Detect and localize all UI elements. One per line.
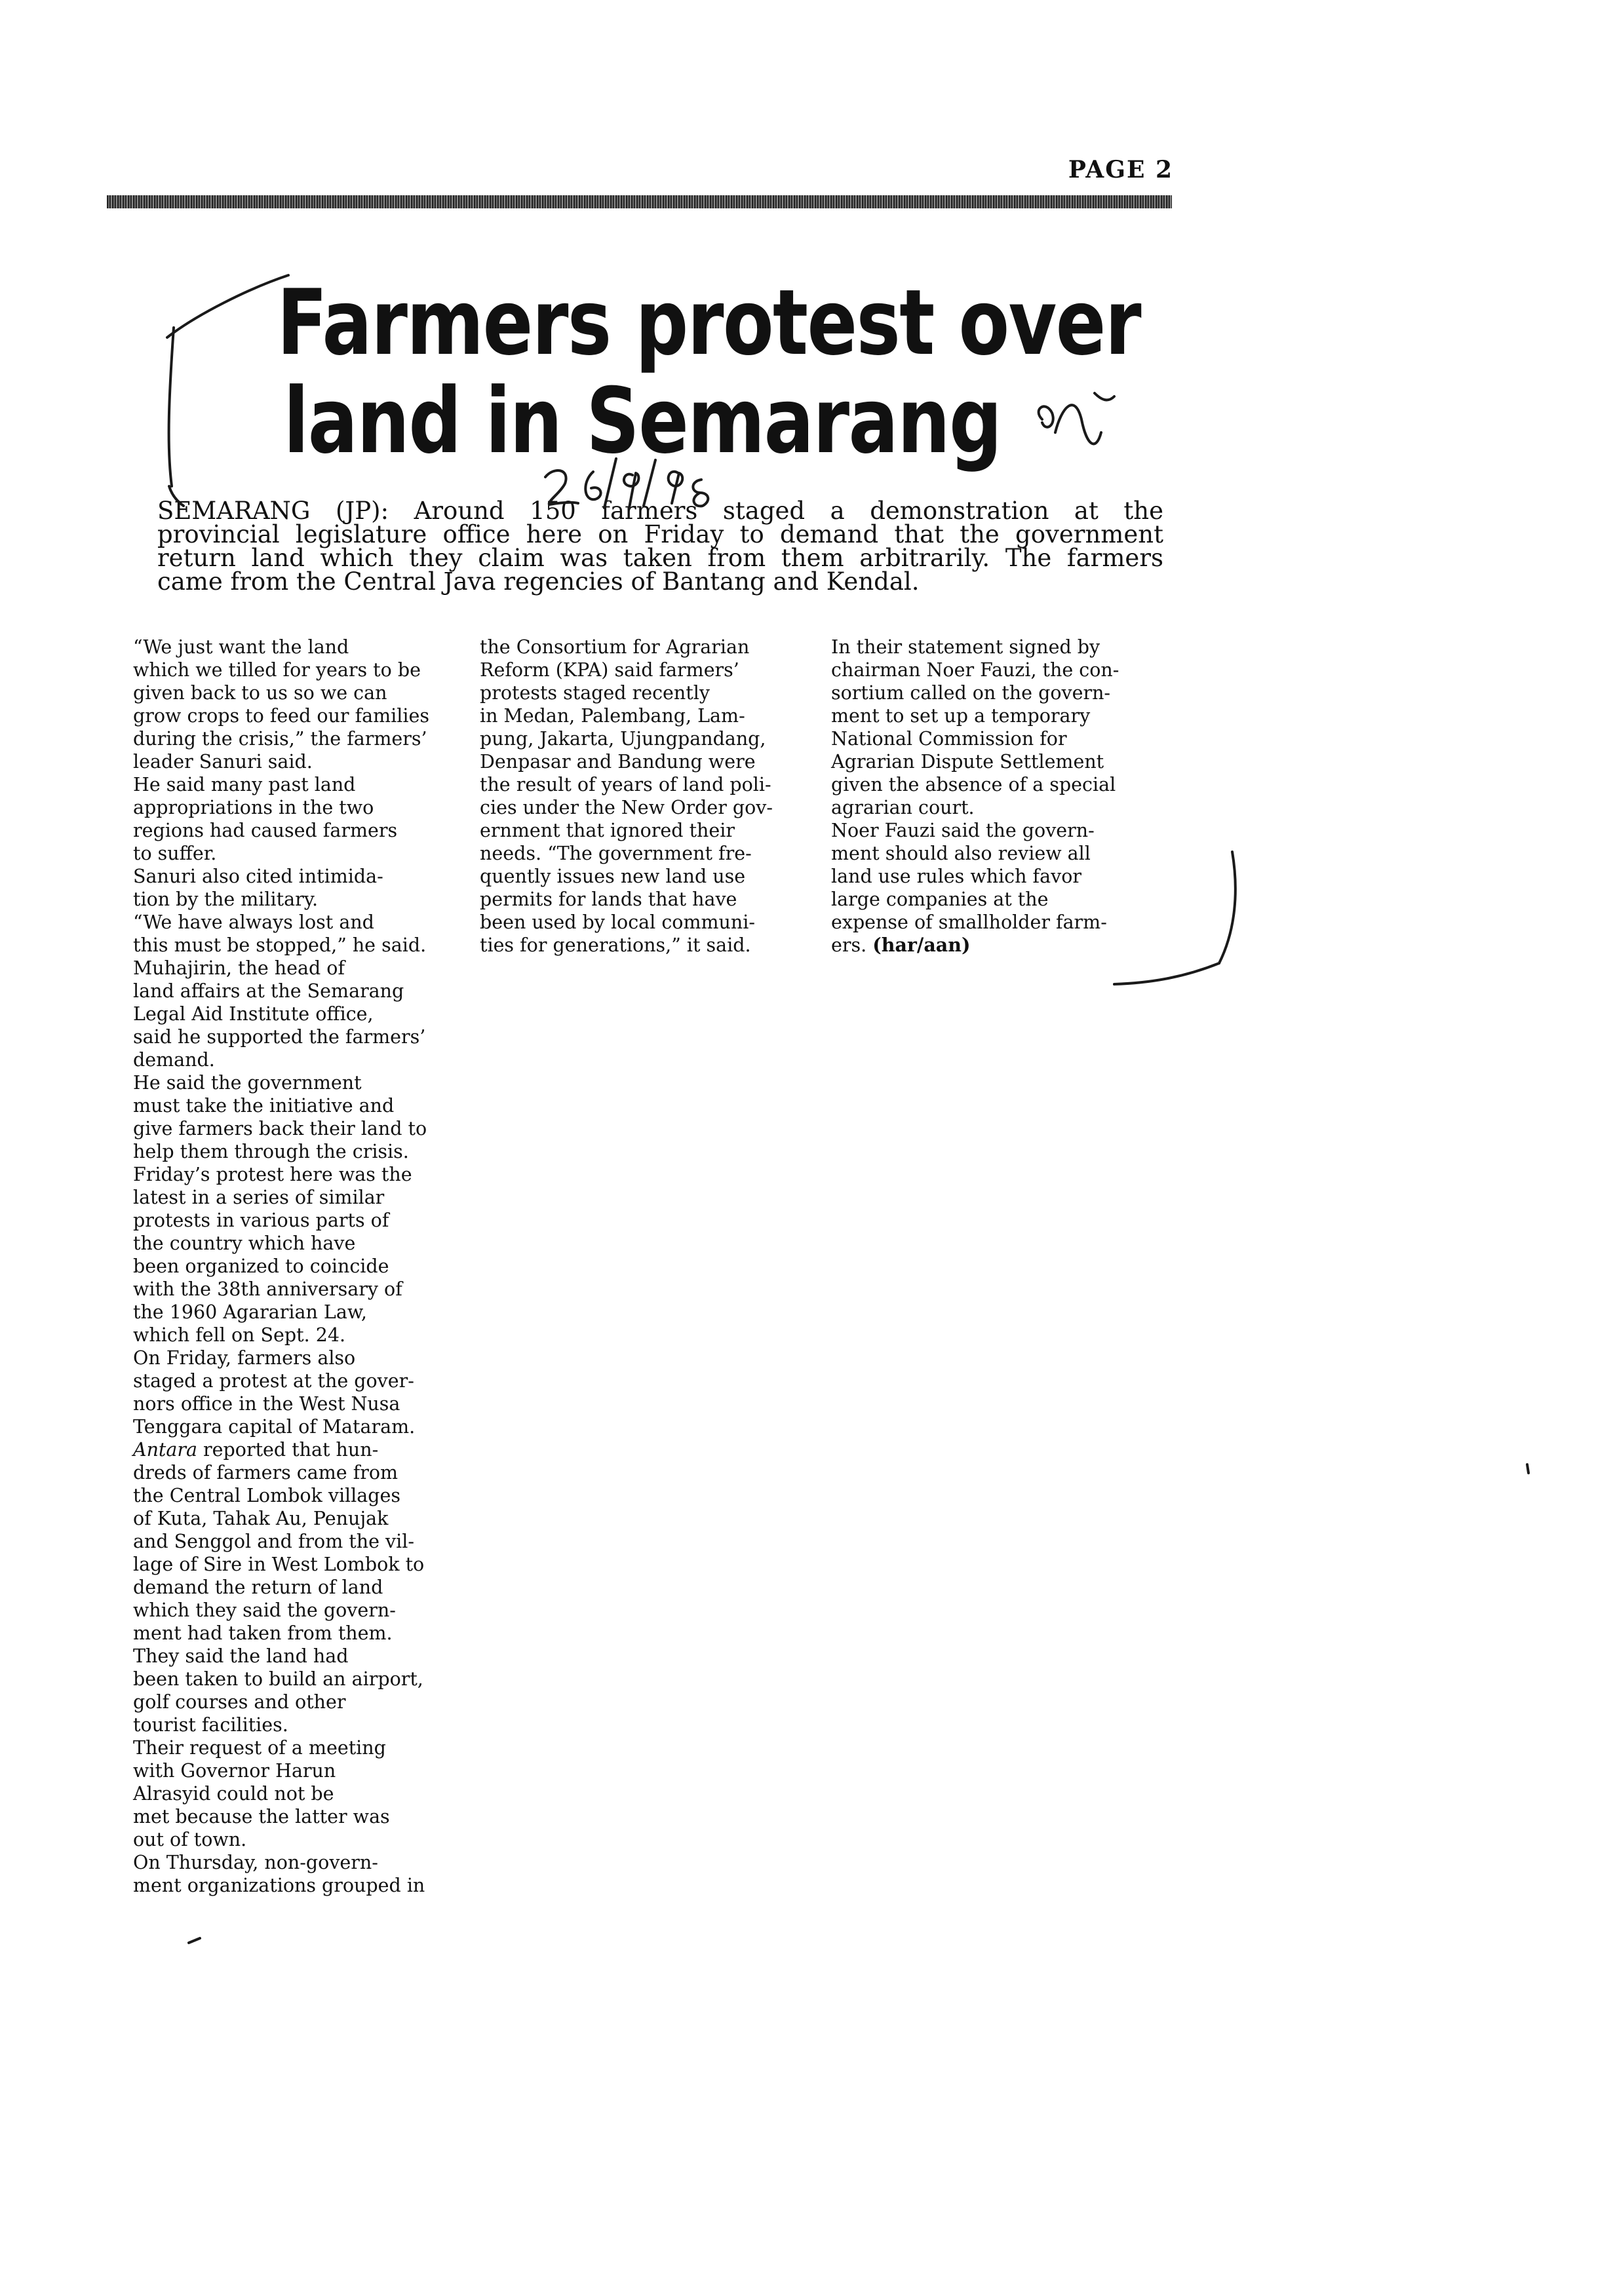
header-rule — [107, 195, 1172, 208]
column-text-line: land use rules which favor — [831, 866, 1081, 887]
column-text-line: given back to us so we can — [133, 682, 387, 704]
headline — [277, 270, 1140, 474]
column-text-line: must take the initiative and — [133, 1095, 395, 1117]
column-text-line: quently issues new land use — [480, 866, 746, 887]
column-text-line: Friday’s protest here was the — [133, 1164, 412, 1185]
column-text-line: which we tilled for years to be — [133, 659, 421, 681]
column-text-line: of Kuta, Tahak Au, Penujak — [133, 1508, 389, 1529]
column-text-line: Antara reported that hun- — [133, 1439, 379, 1461]
handwritten-initials — [1039, 393, 1114, 444]
column-text-line: ernment that ignored their — [480, 820, 735, 841]
lede-line: came from the Central Java regencies of Bantang and Kendal. — [157, 567, 920, 596]
column-text-line: tion by the military. — [133, 889, 319, 910]
column-text-line: golf courses and other — [133, 1691, 346, 1713]
column-text-line: Reform (KPA) said farmers’ — [480, 659, 739, 681]
column-text-line: protests staged recently — [480, 682, 710, 704]
column-text-line: Sanuri also cited intimida- — [133, 866, 383, 887]
column-text-line: cies under the New Order gov- — [480, 797, 773, 818]
lede-line: provincial legislature office here on Friday to demand that the government — [157, 520, 1163, 548]
column-text-line: met because the latter was — [133, 1806, 390, 1827]
column-text-line: Muhajirin, the head of — [133, 957, 345, 979]
article-column-1 — [133, 636, 459, 1897]
column-text-line: regions had caused farmers — [133, 820, 398, 841]
column-text-line: demand. — [133, 1049, 215, 1071]
column-text-line: On Friday, farmers also — [133, 1347, 356, 1369]
column-text-line: nors office in the West Nusa — [133, 1393, 400, 1415]
column-text-line: He said the government — [133, 1072, 362, 1094]
column-text-line: been organized to coincide — [133, 1255, 389, 1277]
column-text-line: with Governor Harun — [133, 1760, 336, 1782]
column-text-line: dreds of farmers came from — [133, 1462, 399, 1483]
column-text-line: “We have always lost and — [133, 911, 374, 933]
column-text-line: the Consortium for Agrarian — [480, 636, 750, 658]
column-text-line: grow crops to feed our families — [133, 705, 430, 727]
column-text-line: land affairs at the Semarang — [133, 980, 404, 1002]
column-text-line: pung, Jakarta, Ujungpandang, — [480, 728, 766, 750]
column-text-line: ment to set up a temporary — [831, 705, 1091, 727]
column-text-line: protests in various parts of — [133, 1210, 389, 1231]
lede-line: SEMARANG (JP): Around 150 farmers staged a demonstration at the — [157, 497, 1163, 525]
column-text-line: lage of Sire in West Lombok to — [133, 1554, 425, 1575]
column-text-line: give farmers back their land to — [133, 1118, 427, 1139]
column-text-line: chairman Noer Fauzi, the con- — [831, 659, 1119, 681]
column-text-line: expense of smallholder farm- — [831, 911, 1107, 933]
column-text-line: been used by local communi- — [480, 911, 755, 933]
column-text-line: tourist facilities. — [133, 1714, 288, 1736]
column-text-line: They said the land had — [133, 1645, 349, 1667]
column-text-line: the country which have — [133, 1233, 356, 1254]
column-text-line: to suffer. — [133, 843, 217, 864]
column-text-line: ment should also review all — [831, 843, 1091, 864]
column-text-line: permits for lands that have — [480, 889, 737, 910]
column-text-line: out of town. — [133, 1829, 247, 1850]
column-text-line: He said many past land — [133, 774, 356, 795]
column-text-line: appropriations in the two — [133, 797, 374, 818]
column-text-line: Their request of a meeting — [133, 1737, 386, 1759]
column-text-line: Agrarian Dispute Settlement — [831, 751, 1104, 773]
column-text-line: in Medan, Palembang, Lam- — [480, 705, 745, 727]
column-text-line: On Thursday, non-govern- — [133, 1852, 378, 1873]
column-text-line: ment had taken from them. — [133, 1622, 393, 1644]
column-text-line: ties for generations,” it said. — [480, 934, 751, 956]
column-text-line: agrarian court. — [831, 797, 975, 818]
column-text-line: leader Sanuri said. — [133, 751, 313, 773]
column-text-line: the Central Lombok villages — [133, 1485, 401, 1506]
column-text-line: given the absence of a special — [831, 774, 1116, 795]
column-text-line: “We just want the land — [133, 636, 349, 658]
column-text-line: during the crisis,” the farmers’ — [133, 728, 427, 750]
column-text-line: needs. “The government fre- — [480, 843, 752, 864]
column-text-line: Alrasyid could not be — [133, 1783, 334, 1805]
column-text-line: demand the return of land — [133, 1577, 383, 1598]
column-text-line: In their statement signed by — [831, 636, 1100, 658]
article-column-3 — [831, 636, 1164, 957]
column-text-line: the result of years of land poli- — [480, 774, 771, 795]
column-text-line: the 1960 Agararian Law, — [133, 1301, 367, 1323]
column-text-line: staged a protest at the gover- — [133, 1370, 414, 1392]
lede-paragraph — [157, 499, 1163, 594]
headline-line-2: land in Semarang — [283, 368, 1002, 474]
column-text-line: Noer Fauzi said the govern- — [831, 820, 1095, 841]
headline-line-1: Farmers protest over — [277, 270, 1140, 375]
lede-line: return land which they claim was taken from them arbitrarily. The farmers — [157, 544, 1163, 572]
column-text-line: said he supported the farmers’ — [133, 1026, 426, 1048]
column-text-line: which they said the govern- — [133, 1599, 396, 1621]
column-text-line: which fell on Sept. 24. — [133, 1324, 346, 1346]
column-text-line: help them through the crisis. — [133, 1141, 409, 1162]
column-text-line: ers. (har/aan) — [831, 934, 971, 956]
column-text-line: latest in a series of similar — [133, 1187, 385, 1208]
column-text-line: large companies at the — [831, 889, 1049, 910]
column-text-line: been taken to build an airport, — [133, 1668, 423, 1690]
column-text-line: and Senggol and from the vil- — [133, 1531, 414, 1552]
column-text-line: ment organizations grouped in — [133, 1875, 425, 1896]
column-text-line: Tenggara capital of Mataram. — [133, 1416, 416, 1438]
column-text-line: Legal Aid Institute office, — [133, 1003, 374, 1025]
page-number: PAGE 2 — [1068, 156, 1173, 183]
column-text-line: this must be stopped,” he said. — [133, 934, 427, 956]
column-text-line: with the 38th anniversary of — [133, 1278, 402, 1300]
column-text-line: sortium called on the govern- — [831, 682, 1111, 704]
handwritten-clipping-bracket — [167, 275, 288, 506]
article-column-2 — [480, 636, 808, 957]
column-text-line: National Commission for — [831, 728, 1067, 750]
column-text-line: Denpasar and Bandung were — [480, 751, 756, 773]
